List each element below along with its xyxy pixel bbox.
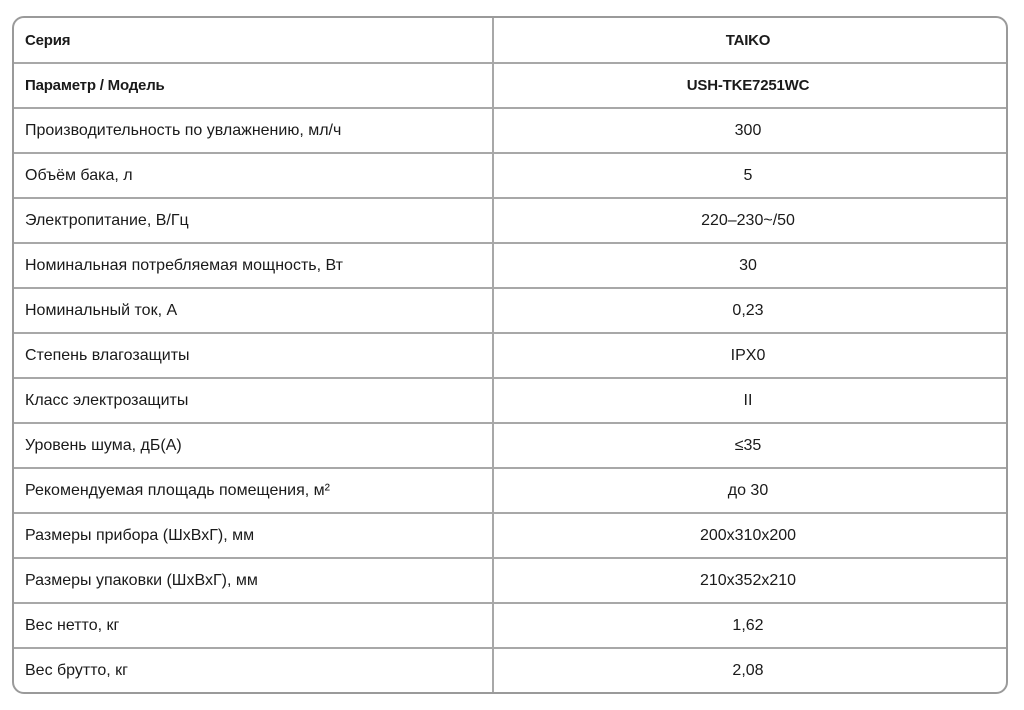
param-label: Уровень шума, дБ(А) bbox=[14, 423, 493, 468]
param-value: 210x352x210 bbox=[493, 558, 1006, 603]
param-label: Объём бака, л bbox=[14, 153, 493, 198]
param-label: Вес брутто, кг bbox=[14, 648, 493, 693]
param-value: IPX0 bbox=[493, 333, 1006, 378]
table-row bbox=[14, 558, 1006, 603]
param-label: Вес нетто, кг bbox=[14, 603, 493, 648]
series-value: TAIKO bbox=[493, 18, 1006, 63]
param-value: ≤35 bbox=[493, 423, 1006, 468]
model-value: USH-TKE7251WC bbox=[493, 63, 1006, 108]
table-row bbox=[14, 243, 1006, 288]
param-value: 1,62 bbox=[493, 603, 1006, 648]
spec-table-container bbox=[12, 16, 1008, 694]
table-row bbox=[14, 333, 1006, 378]
table-row bbox=[14, 648, 1006, 693]
param-value: до 30 bbox=[493, 468, 1006, 513]
param-label: Производительность по увлажнению, мл/ч bbox=[14, 108, 493, 153]
param-value: II bbox=[493, 378, 1006, 423]
table-row bbox=[14, 378, 1006, 423]
series-label: Серия bbox=[14, 18, 493, 63]
param-value: 30 bbox=[493, 243, 1006, 288]
param-label: Номинальный ток, А bbox=[14, 288, 493, 333]
table-row bbox=[14, 153, 1006, 198]
param-label: Степень влагозащиты bbox=[14, 333, 493, 378]
table-row bbox=[14, 468, 1006, 513]
table-row bbox=[14, 603, 1006, 648]
table-row bbox=[14, 198, 1006, 243]
param-label: Размеры прибора (ШхВхГ), мм bbox=[14, 513, 493, 558]
param-label: Рекомендуемая площадь помещения, м² bbox=[14, 468, 493, 513]
table-row-model bbox=[14, 63, 1006, 108]
param-label: Размеры упаковки (ШхВхГ), мм bbox=[14, 558, 493, 603]
table-row bbox=[14, 513, 1006, 558]
param-label: Электропитание, В/Гц bbox=[14, 198, 493, 243]
table-row-series bbox=[14, 18, 1006, 63]
param-value: 220–230~/50 bbox=[493, 198, 1006, 243]
param-label: Номинальная потребляемая мощность, Вт bbox=[14, 243, 493, 288]
table-row bbox=[14, 423, 1006, 468]
param-value: 2,08 bbox=[732, 662, 764, 679]
model-label: Параметр / Модель bbox=[14, 63, 493, 108]
param-value: 300 bbox=[493, 108, 1006, 153]
param-value: 200x310x200 bbox=[493, 513, 1006, 558]
param-label: Класс электрозащиты bbox=[14, 378, 493, 423]
param-value: 0,23 bbox=[493, 288, 1006, 333]
param-value: 5 bbox=[493, 153, 1006, 198]
table-row bbox=[14, 108, 1006, 153]
table-row bbox=[14, 288, 1006, 333]
spec-table bbox=[14, 18, 1006, 693]
